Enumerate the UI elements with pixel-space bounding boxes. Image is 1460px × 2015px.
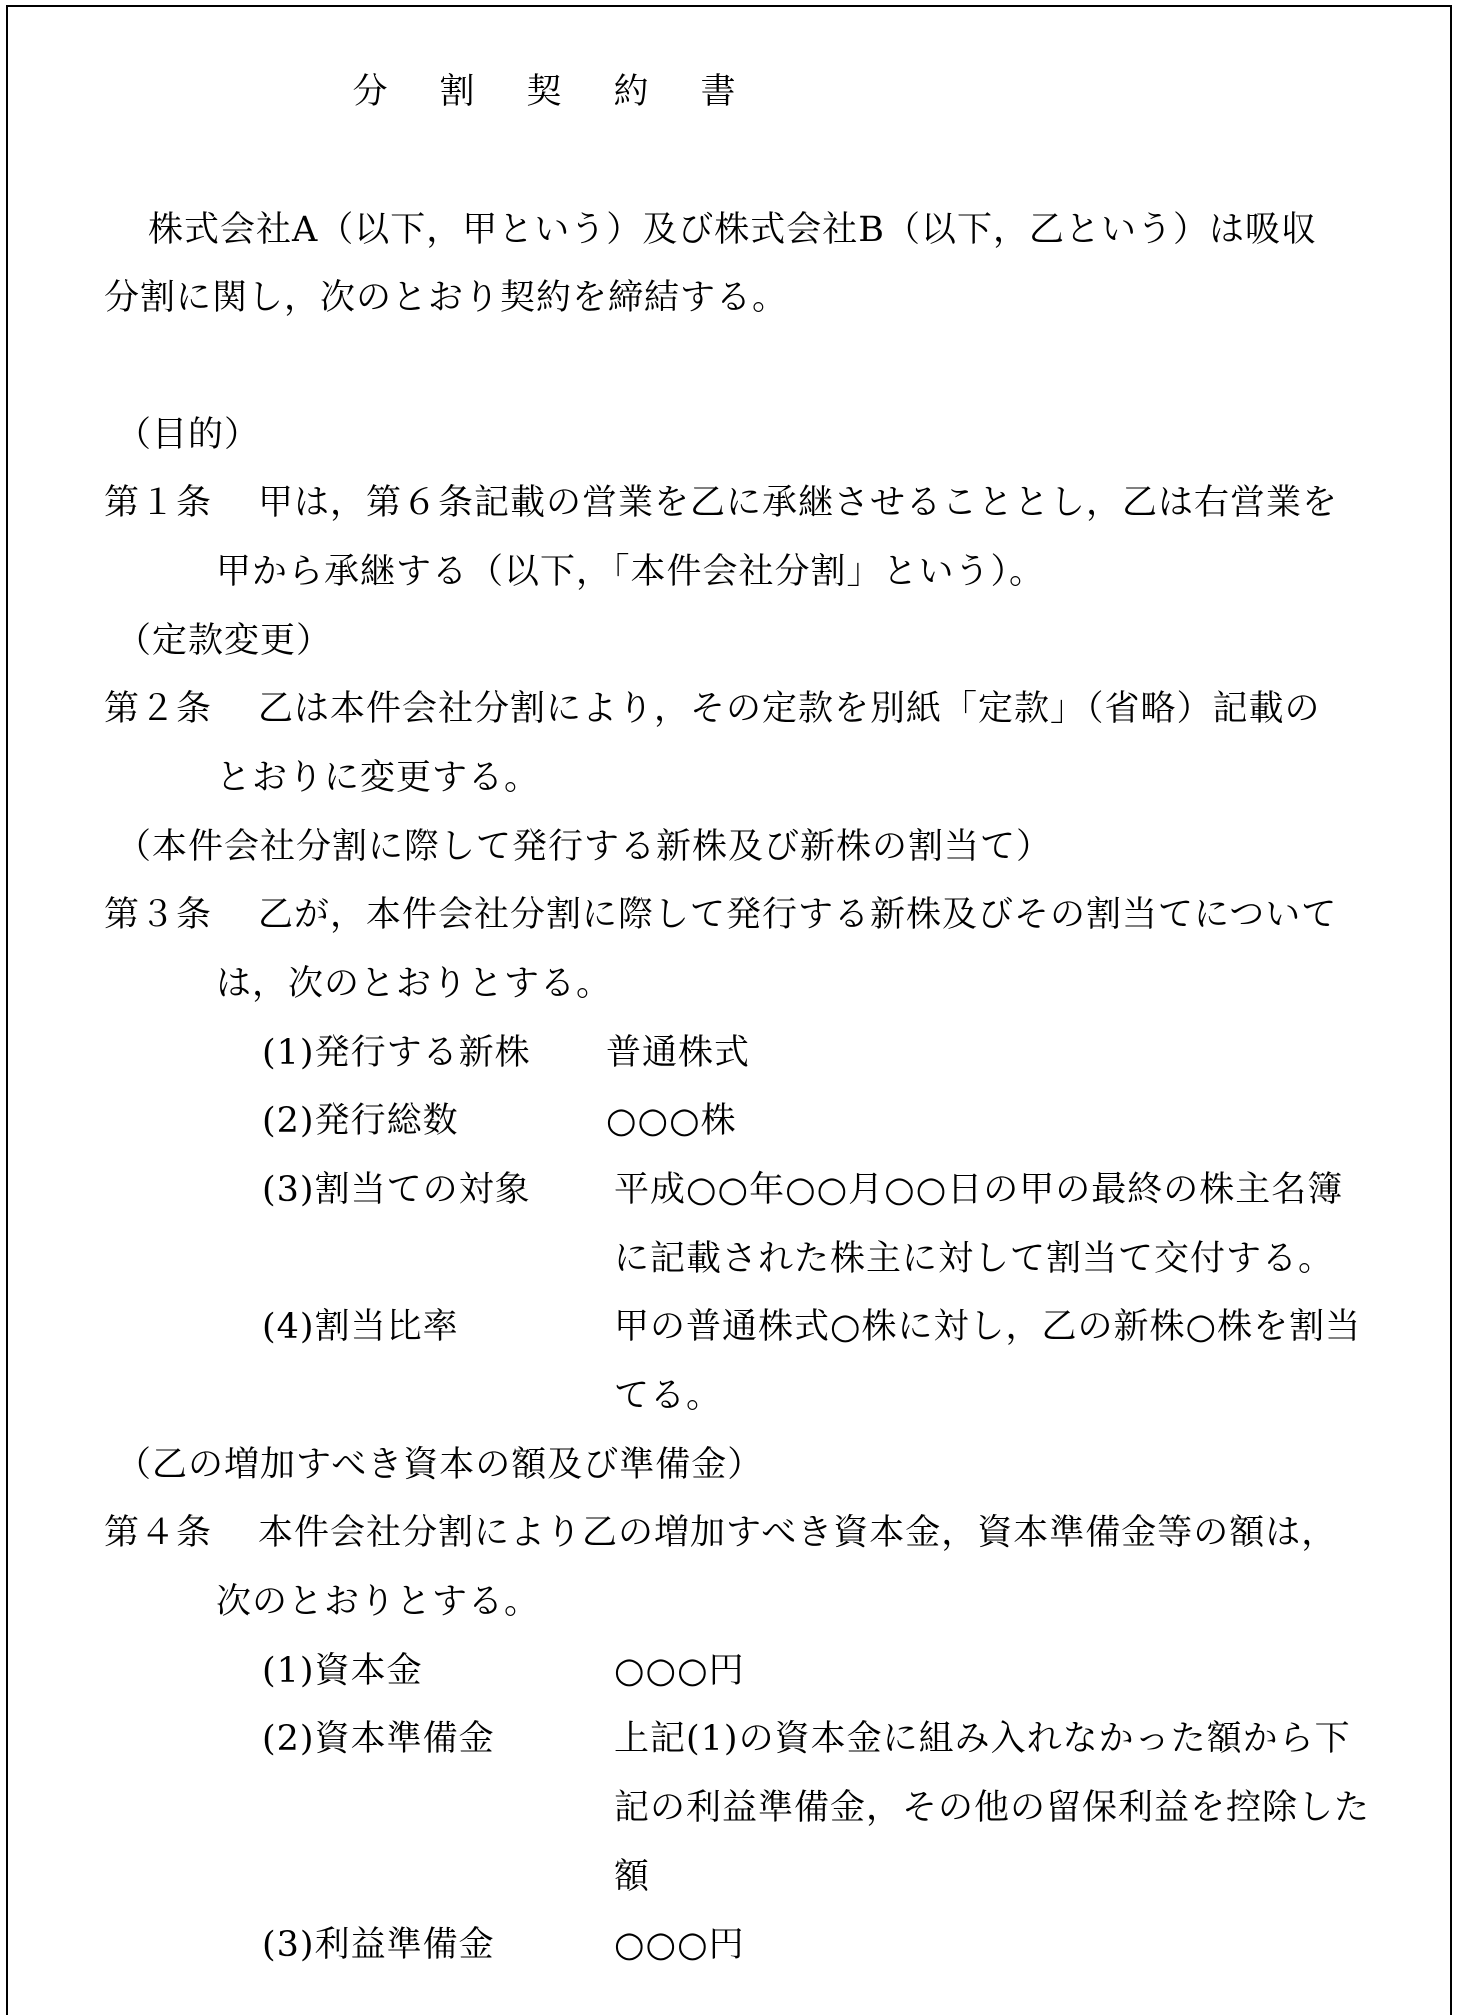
article-heading: （本件会社分割に際して発行する新株及び新株の割当て）: [116, 827, 1053, 867]
article-number: 第４条: [104, 1513, 213, 1553]
title-char: 分: [352, 72, 388, 112]
item-value: ○○○円: [614, 1925, 745, 1965]
item-value: 額: [614, 1857, 651, 1897]
title-char: 約: [613, 72, 649, 112]
item-value: 普通株式: [606, 1033, 751, 1073]
item-value: てる。: [614, 1376, 723, 1416]
article-text: 乙は本件会社分割により，その定款を別紙「定款」（省略）記載の: [258, 689, 1321, 729]
title-char: 割: [439, 72, 475, 112]
item-label: (3)利益準備金: [262, 1925, 495, 1965]
item-value: ○○○円: [614, 1651, 745, 1691]
article-number: 第２条: [104, 689, 213, 729]
preamble-line: 分割に関し，次のとおり契約を締結する。: [104, 278, 789, 318]
item-label: (2)発行総数: [262, 1101, 459, 1141]
item-label: (2)資本準備金: [262, 1719, 495, 1759]
item-value: 上記(1)の資本金に組み入れなかった額から下: [614, 1719, 1351, 1759]
item-value: ○○○株: [606, 1101, 737, 1141]
article-number: 第１条: [104, 483, 213, 523]
title-char: 契: [526, 72, 562, 112]
article-text: 甲から承継する（以下，「本件会社分割」という）。: [216, 552, 1046, 592]
article-text: とおりに変更する。: [216, 758, 541, 798]
item-value: に記載された株主に対して割当て交付する。: [614, 1239, 1335, 1279]
item-label: (1)資本金: [262, 1651, 423, 1691]
article-heading: （目的）: [116, 415, 261, 455]
article-heading: （乙の増加すべき資本の額及び準備金）: [116, 1445, 764, 1485]
item-label: (1)発行する新株: [262, 1033, 531, 1073]
article-text: は，次のとおりとする。: [216, 964, 613, 1004]
item-value: 甲の普通株式○株に対し，乙の新株○株を割当: [614, 1307, 1362, 1347]
article-text: 乙が，本件会社分割に際して発行する新株及びその割当てについて: [258, 895, 1338, 935]
article-text: 甲は，第６条記載の営業を乙に承継させることとし，乙は右営業を: [258, 483, 1339, 523]
item-label: (3)割当ての対象: [262, 1170, 531, 1210]
document-title: [0, 70, 1088, 114]
item-value: 平成○○年○○月○○日の甲の最終の株主名簿: [614, 1170, 1344, 1210]
title-char: 書: [700, 72, 736, 112]
preamble-line: 株式会社A（以下，甲という）及び株式会社B（以下，乙という）は吸収: [148, 210, 1317, 250]
article-heading: （定款変更）: [116, 621, 333, 661]
article-text: 本件会社分割により乙の増加すべき資本金，資本準備金等の額は，: [258, 1513, 1338, 1553]
article-number: 第３条: [104, 895, 213, 935]
item-label: (4)割当比率: [262, 1307, 459, 1347]
article-text: 次のとおりとする。: [216, 1582, 541, 1622]
item-value: 記の利益準備金，その他の留保利益を控除した: [614, 1788, 1371, 1828]
